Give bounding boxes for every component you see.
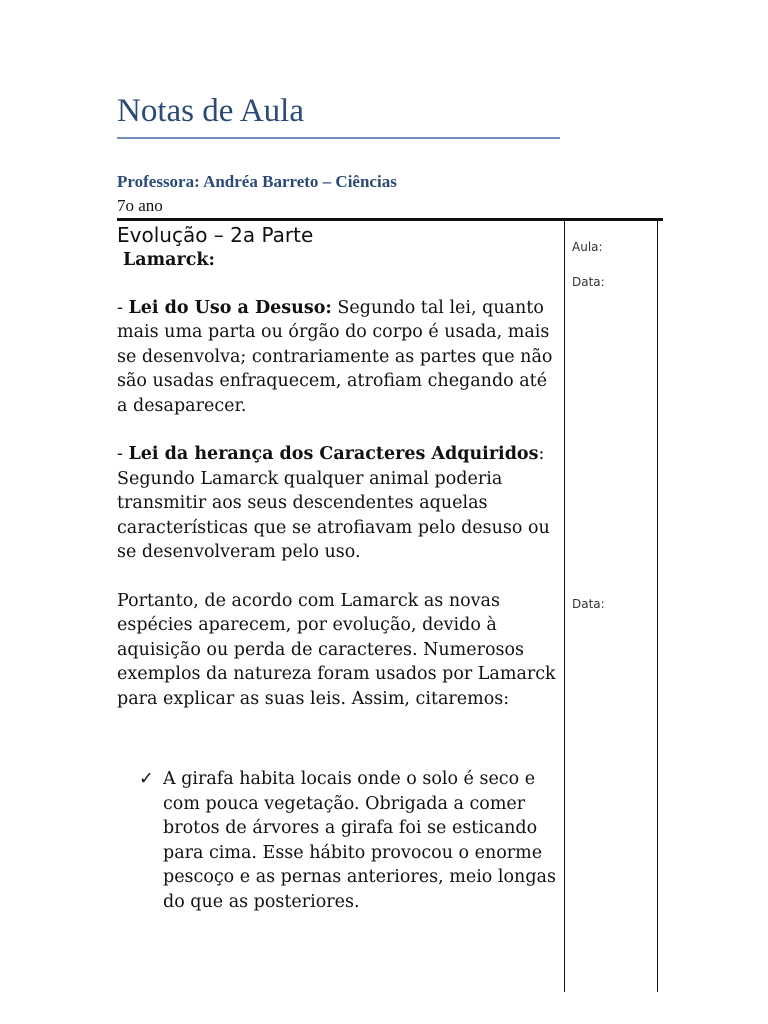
column-divider-right <box>657 220 658 992</box>
paragraph-uso-desuso <box>117 296 562 419</box>
professor-line: Professora: Andréa Barreto – Ciências <box>117 172 397 191</box>
para1-prefix: - <box>117 297 129 318</box>
data-label-2: Data: <box>572 597 605 611</box>
table-top-rule <box>117 218 663 221</box>
para2-prefix: - <box>117 444 129 464</box>
title-underline <box>117 137 560 139</box>
notes-body <box>117 222 562 914</box>
paragraph-heranca <box>117 442 562 565</box>
section-heading: Evolução – 2a Parte <box>117 223 314 247</box>
para1-text: Segundo tal lei, quanto mais uma parta ou órgão do corpo é usada, mais se desenvolva; contrariamente as partes que não são usadas enfraquecem, atrofiam chegando até a desaparecer. <box>117 297 553 416</box>
grade-line: 7o ano <box>117 196 163 215</box>
paragraph-portanto: Portanto, de acordo com Lamarck as novas espécies aparecem, por evolução, devido à aquisição ou perda de caracteres. Numerosos exemplos da natureza foram usados por Lamarck para explicar as suas leis. Assim, citaremos: <box>117 590 556 709</box>
bullet-text-girafa: A girafa habita locais onde o solo é seco e com pouca vegetação. Obrigada a comer brotos de árvores a girafa foi se esticando para cima. Esse hábito provocou o enorme pescoço e as pernas anteriores, meio longas do que as posteriores. <box>163 769 556 912</box>
column-divider-left <box>564 220 565 992</box>
page-title: Notas de Aula <box>117 93 304 129</box>
para1-bold: Lei do Uso a Desuso: <box>128 297 332 318</box>
para2-bold: Lei da herança dos Caracteres Adquiridos <box>128 444 539 464</box>
data-label-1: Data: <box>572 275 605 289</box>
aula-label: Aula: <box>572 240 603 254</box>
para2-text: : Segundo Lamarck qualquer animal poderia transmitir aos seus descendentes aquelas características que se atrofiavam pelo desuso ou se desenvolveram pelo uso. <box>117 444 550 562</box>
checkmark-icon: ✓ <box>139 769 154 789</box>
section-subheading: Lamarck: <box>123 250 215 270</box>
list-item <box>117 767 562 914</box>
